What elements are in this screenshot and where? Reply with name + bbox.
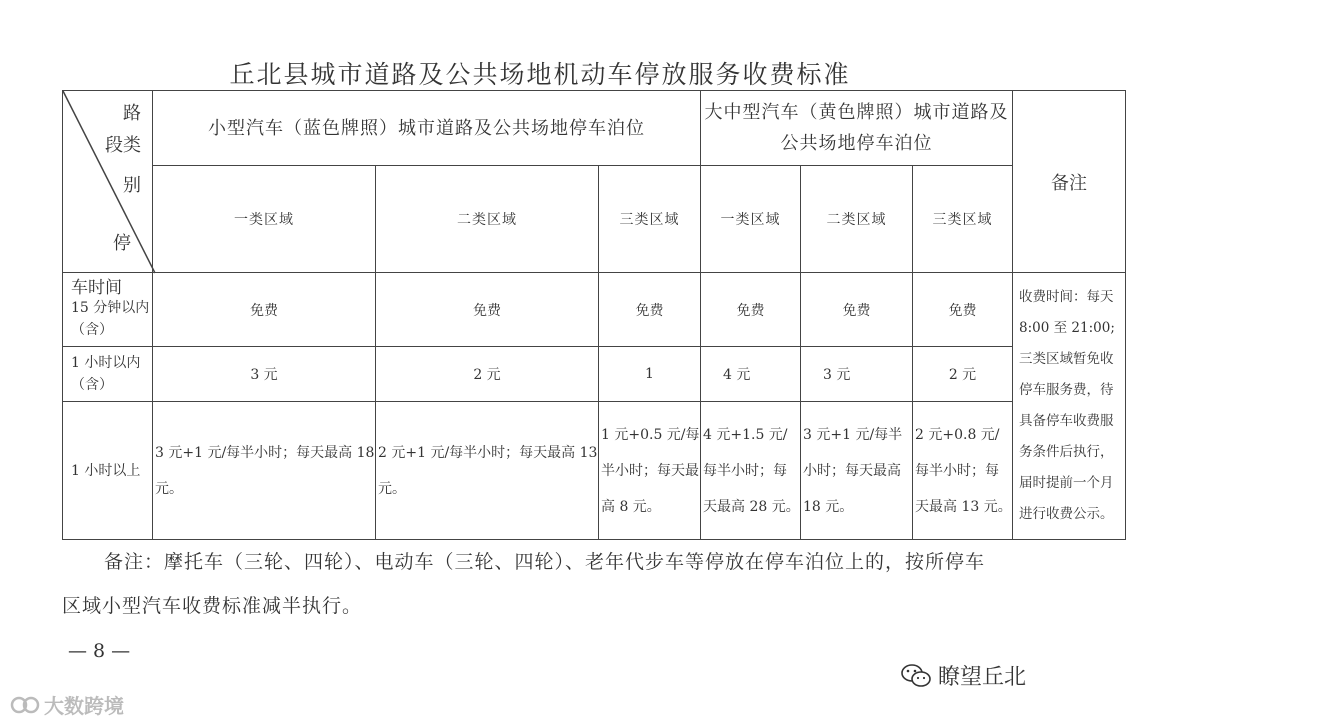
fee-cell: 免费: [913, 273, 1013, 347]
fee-cell: 免费: [153, 273, 376, 347]
zone-header-large-1: 一类区域: [701, 166, 801, 273]
watermark-right: [900, 660, 1026, 691]
fee-cell: 2 元: [913, 347, 1013, 402]
fee-table: [62, 90, 1329, 540]
fee-cell: 3 元: [801, 347, 913, 402]
page-title: 丘北县城市道路及公共场地机动车停放服务收费标准: [229, 60, 851, 89]
fee-cell: 4 元: [701, 347, 801, 402]
zone-header-large-2: 二类区域: [801, 166, 913, 273]
fee-cell: 3 元+1 元/每半小时；每天最高 18 元。: [801, 402, 913, 540]
fee-cell: 1: [599, 347, 701, 402]
remark-content: 收费时间：每天 8:00 至 21:00;三类区域暂免收停车服务费，待具备停车收费服务条件后执行，届时提前一个月进行收费公示。: [1013, 273, 1126, 540]
table-row: [63, 273, 1329, 347]
watermark-right-text: 瞭望丘北: [938, 665, 1027, 690]
zone-header-large-3: 三类区域: [913, 166, 1013, 273]
corner-label-road: 路: [123, 103, 141, 124]
zone-header-small-2: 二类区域: [376, 166, 599, 273]
watermark-left-text: 大数跨境: [44, 694, 124, 718]
footer-note: [62, 540, 1002, 628]
watermark-logo-icon: [10, 694, 40, 716]
row-label-1hour: 1 小时以内（含）: [63, 347, 153, 402]
corner-label-time: 车时间: [71, 277, 122, 298]
fee-cell: 免费: [376, 273, 599, 347]
zone-header-small-1: 一类区域: [153, 166, 376, 273]
corner-label-type: 别: [123, 175, 141, 196]
table-row: [63, 347, 1329, 402]
fee-cell: 免费: [801, 273, 913, 347]
row-label-over-1hour: 1 小时以上: [63, 402, 153, 540]
wechat-chat-icon: [900, 663, 932, 689]
fee-cell: 3 元+1 元/每半小时；每天最高 18 元。: [153, 402, 376, 540]
zone-header-small-3: 三类区域: [599, 166, 701, 273]
footer-note-text: 备注：摩托车（三轮、四轮）、电动车（三轮、四轮）、老年代步车等停放在停车泊位上的，按所停车区域小型汽车收费标准减半执行。: [62, 551, 986, 617]
row-label-text: 15 分钟以内（含）: [71, 299, 150, 338]
table-row: [63, 402, 1329, 540]
fee-cell: 免费: [599, 273, 701, 347]
remark-header: 备注: [1013, 91, 1126, 273]
page-number: — 8 —: [68, 640, 131, 662]
corner-label-section: 段类: [105, 135, 141, 156]
fee-cell: 4 元+1.5 元/每半小时；每天最高 28 元。: [701, 402, 801, 540]
corner-label-stop: 停: [113, 233, 131, 254]
fee-cell: 3 元: [153, 347, 376, 402]
fee-cell: 2 元+0.8 元/每半小时；每天最高 13 元。: [913, 402, 1013, 540]
row-label-15min: [63, 273, 153, 347]
small-car-header: 小型汽车（蓝色牌照）城市道路及公共场地停车泊位: [153, 91, 701, 166]
diagonal-divider: [63, 91, 155, 273]
large-car-header: 大中型汽车（黄色牌照）城市道路及公共场地停车泊位: [701, 91, 1013, 166]
fee-cell: 2 元+1 元/每半小时；每天最高 13 元。: [376, 402, 599, 540]
corner-header-cell: [63, 91, 153, 273]
fee-cell: 1 元+0.5 元/每半小时；每天最高 8 元。: [599, 402, 701, 540]
fee-cell: 2 元: [376, 347, 599, 402]
watermark-left: [10, 690, 124, 719]
fee-cell: 免费: [701, 273, 801, 347]
